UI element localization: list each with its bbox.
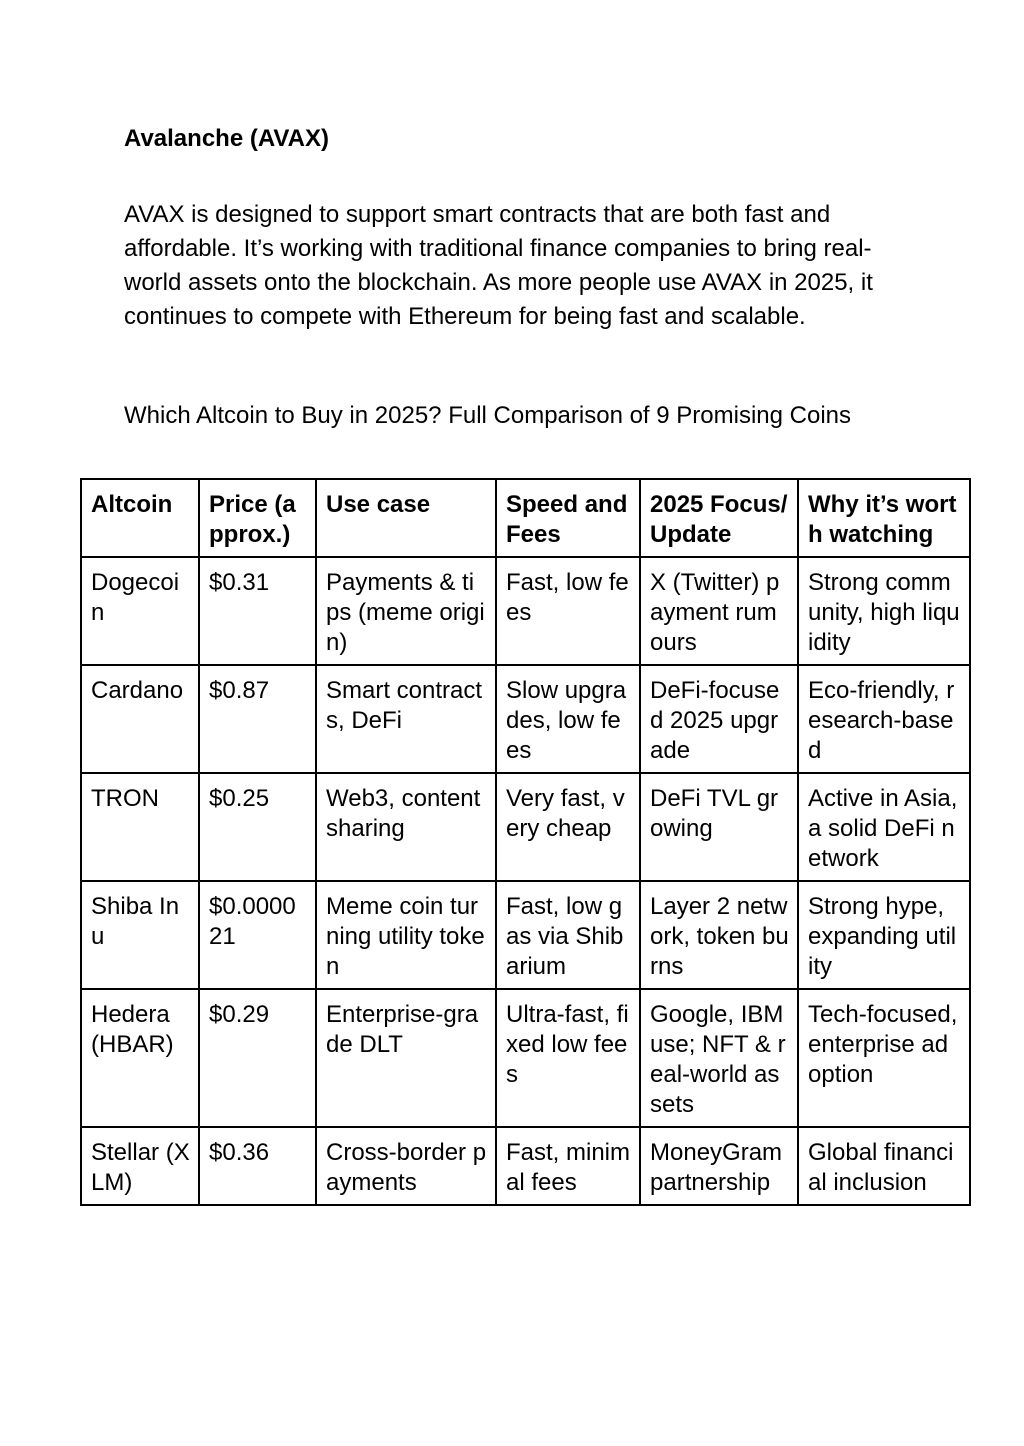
header-speed-fees: Speed and Fees: [496, 479, 640, 557]
cell-focus-update: MoneyGram partnership: [640, 1127, 798, 1205]
cell-price: $0.31: [199, 557, 316, 665]
section-heading: Avalanche (AVAX): [124, 125, 329, 152]
cell-use-case: Payments & tips (meme origin): [316, 557, 496, 665]
cell-altcoin: Shiba Inu: [81, 881, 199, 989]
cell-speed-fees: Fast, low fees: [496, 557, 640, 665]
table-row: [81, 557, 970, 665]
table-row: [81, 1127, 970, 1205]
cell-altcoin: TRON: [81, 773, 199, 881]
cell-focus-update: X (Twitter) payment rumours: [640, 557, 798, 665]
cell-use-case: Meme coin turning utility token: [316, 881, 496, 989]
header-focus-update: 2025 Focus/Update: [640, 479, 798, 557]
cell-focus-update: DeFi TVL growing: [640, 773, 798, 881]
cell-focus-update: Layer 2 network, token burns: [640, 881, 798, 989]
header-use-case: Use case: [316, 479, 496, 557]
cell-use-case: Enterprise-grade DLT: [316, 989, 496, 1127]
table-caption: Which Altcoin to Buy in 2025? Full Comparison of 9 Promising Coins: [124, 402, 852, 429]
cell-why-watching: Strong community, high liquidity: [798, 557, 970, 665]
cell-altcoin: Dogecoin: [81, 557, 199, 665]
cell-speed-fees: Ultra-fast, fixed low fees: [496, 989, 640, 1127]
table-row: [81, 773, 970, 881]
comparison-table: [80, 478, 971, 1206]
cell-altcoin: Cardano: [81, 665, 199, 773]
cell-use-case: Cross-border payments: [316, 1127, 496, 1205]
cell-altcoin: Hedera (HBAR): [81, 989, 199, 1127]
cell-price: $0.25: [199, 773, 316, 881]
cell-speed-fees: Slow upgrades, low fees: [496, 665, 640, 773]
cell-speed-fees: Fast, low gas via Shibarium: [496, 881, 640, 989]
cell-why-watching: Eco-friendly, research-based: [798, 665, 970, 773]
cell-speed-fees: Fast, minimal fees: [496, 1127, 640, 1205]
cell-why-watching: Tech-focused, enterprise adoption: [798, 989, 970, 1127]
cell-price: $0.36: [199, 1127, 316, 1205]
cell-price: $0.29: [199, 989, 316, 1127]
cell-focus-update: DeFi-focused 2025 upgrade: [640, 665, 798, 773]
cell-why-watching: Active in Asia, a solid DeFi network: [798, 773, 970, 881]
header-why-watching: Why it’s worth watching: [798, 479, 970, 557]
table-row: [81, 989, 970, 1127]
header-altcoin: Altcoin: [81, 479, 199, 557]
cell-focus-update: Google, IBM use; NFT & real-world assets: [640, 989, 798, 1127]
header-price: Price (approx.): [199, 479, 316, 557]
cell-use-case: Web3, content sharing: [316, 773, 496, 881]
cell-why-watching: Strong hype, expanding utility: [798, 881, 970, 989]
table-row: [81, 665, 970, 773]
cell-use-case: Smart contracts, DeFi: [316, 665, 496, 773]
cell-price: $0.87: [199, 665, 316, 773]
table-header-row: [81, 479, 970, 557]
table-row: [81, 881, 970, 989]
cell-price: $0.000021: [199, 881, 316, 989]
body-paragraph: AVAX is designed to support smart contracts that are both fast and affordable. It’s working with traditional finance companies to bring real-world assets onto the blockchain. As more people use AVAX in 2025, it continues to compete with Ethereum for being fast and scalable.: [124, 201, 873, 330]
cell-altcoin: Stellar (XLM): [81, 1127, 199, 1205]
cell-speed-fees: Very fast, very cheap: [496, 773, 640, 881]
cell-why-watching: Global financial inclusion: [798, 1127, 970, 1205]
